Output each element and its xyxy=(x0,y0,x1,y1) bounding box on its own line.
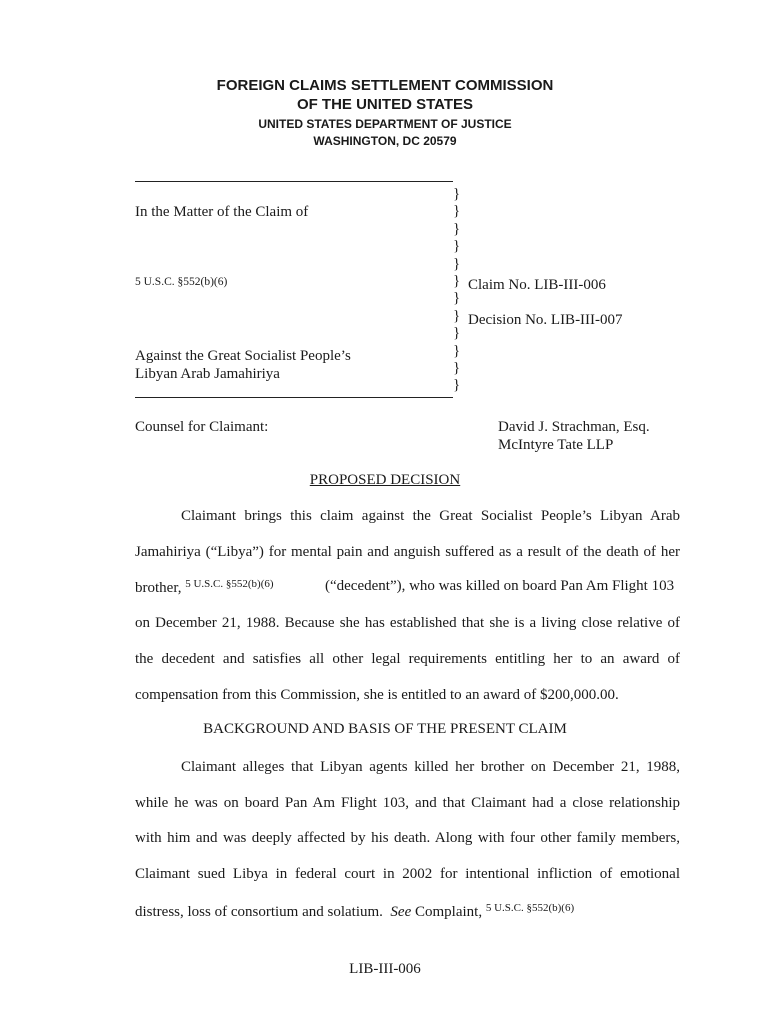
matter-label: In the Matter of the Claim of xyxy=(135,204,309,220)
body-line: Claimant sued Libya in federal court in 2002 for intentional infliction of emotional xyxy=(135,866,680,882)
section-heading: BACKGROUND AND BASIS OF THE PRESENT CLAIM xyxy=(203,721,567,737)
counsel-name: David J. Strachman, Esq. xyxy=(498,419,650,435)
decision-number: Decision No. LIB-III-007 xyxy=(468,312,623,328)
complaint-redaction: 5 U.S.C. §552(b)(6) xyxy=(485,902,575,914)
counsel-firm: McIntyre Tate LLP xyxy=(498,437,614,453)
body-text: (“decedent”), who was killed on board Pan Am Flight 103 xyxy=(325,578,675,594)
department-name: UNITED STATES DEPARTMENT OF JUSTICE xyxy=(258,117,512,131)
claim-number: Claim No. LIB-III-006 xyxy=(468,277,606,293)
decision-title: PROPOSED DECISION xyxy=(309,472,461,488)
caption-top-rule xyxy=(135,181,453,182)
body-line: with him and was deeply affected by his death. Along with four other family members, xyxy=(135,830,680,846)
body-line: the decedent and satisfies all other legal requirements entitling her to an award of xyxy=(135,651,680,667)
respondent-line2: Libyan Arab Jamahiriya xyxy=(135,366,280,382)
decedent-redaction: 5 U.S.C. §552(b)(6) xyxy=(185,578,274,590)
body-line: on December 21, 1988. Because she has established that she is a living close relative of xyxy=(135,615,680,631)
body-line: Jamahiriya (“Libya”) for mental pain and anguish suffered as a result of the death of her xyxy=(135,544,680,560)
body-text: distress, loss of consortium and solatium. xyxy=(135,904,383,920)
body-line: compensation from this Commission, she is entitled to an award of $200,000.00. xyxy=(135,687,619,703)
page-footer: LIB-III-006 xyxy=(349,961,421,977)
department-address: WASHINGTON, DC 20579 xyxy=(313,134,457,148)
body-line: while he was on board Pan Am Flight 103, and that Claimant had a close relationship xyxy=(135,795,680,811)
commission-subtitle: OF THE UNITED STATES xyxy=(296,96,474,113)
body-line: Claimant brings this claim against the Great Socialist People’s Libyan Arab xyxy=(181,508,680,524)
body-text: Complaint, xyxy=(414,904,483,920)
citation-signal: See xyxy=(390,904,412,920)
body-line: Claimant alleges that Libyan agents killed her brother on December 21, 1988, xyxy=(181,759,680,775)
claimant-redaction: 5 U.S.C. §552(b)(6) xyxy=(135,276,228,288)
commission-title: FOREIGN CLAIMS SETTLEMENT COMMISSION xyxy=(216,77,554,94)
counsel-label: Counsel for Claimant: xyxy=(135,419,269,435)
body-line-with-redaction xyxy=(135,902,680,921)
caption-brace-column: } } } } } } } } } } } } xyxy=(453,186,461,394)
body-text: brother, xyxy=(135,580,182,596)
body-line-with-redaction xyxy=(135,578,680,597)
caption-bottom-rule xyxy=(135,397,453,398)
respondent-line1: Against the Great Socialist People’s xyxy=(135,348,351,364)
